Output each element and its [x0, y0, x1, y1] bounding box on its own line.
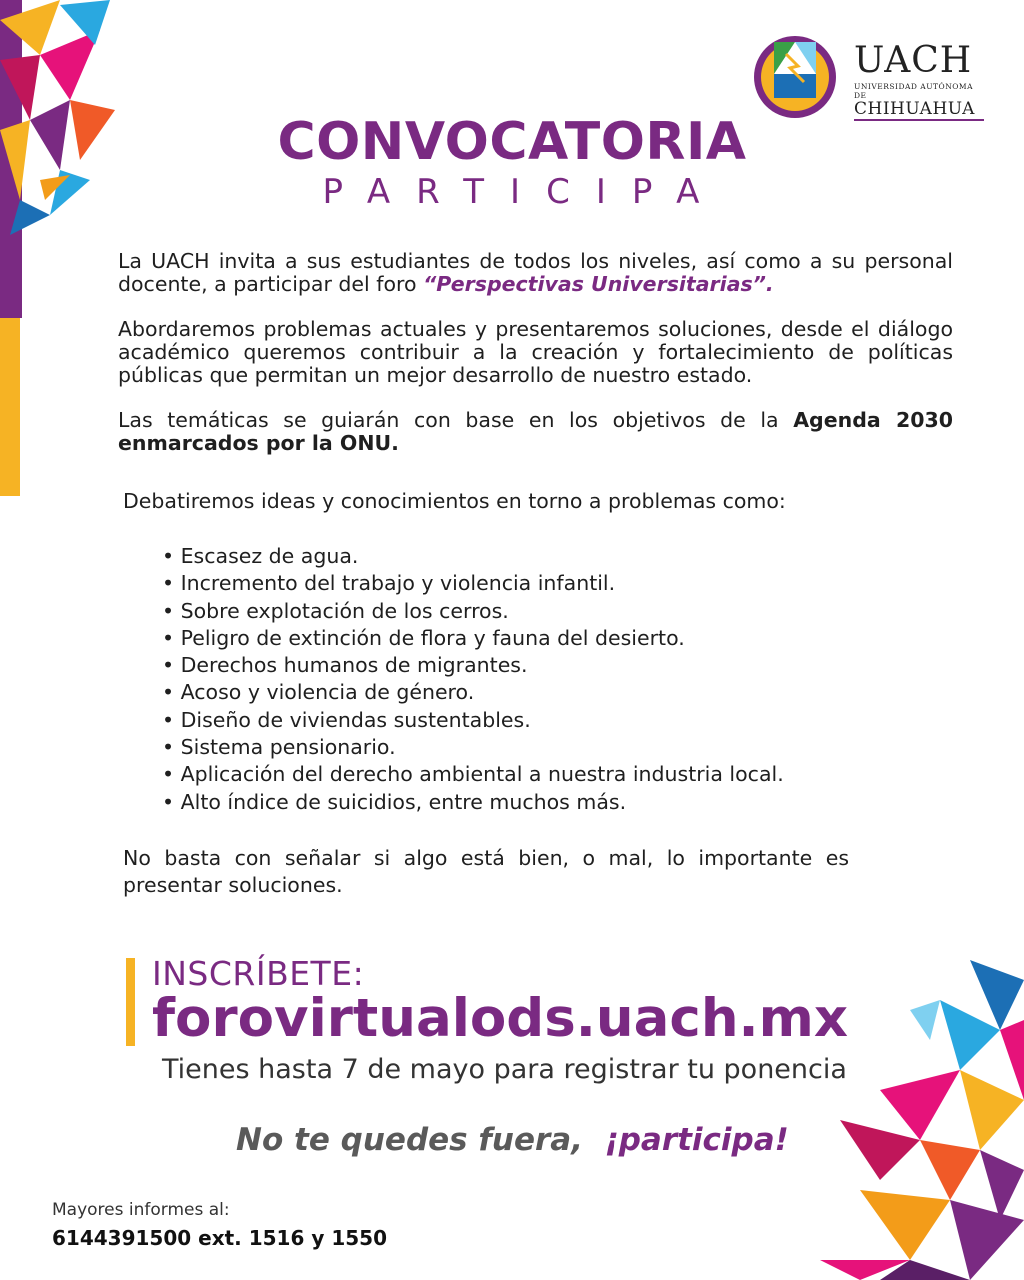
uach-logo: [752, 34, 984, 124]
registration-label: INSCRÍBETE:: [152, 954, 365, 993]
logo-city: CHIHUAHUA: [854, 100, 984, 121]
page-title: CONVOCATORIA: [277, 112, 747, 172]
call-to-action: [236, 1122, 789, 1158]
logo-subtitle: UNIVERSIDAD AUTÓNOMA DE: [854, 82, 974, 100]
registration-deadline: Tienes hasta 7 de mayo para registrar tu ponencia: [162, 1054, 847, 1085]
list-item: • Aplicación del derecho ambiental a nuestra industria local.: [162, 761, 784, 788]
right-yellow-bar: [0, 318, 20, 496]
list-item: • Alto índice de suicidios, entre muchos más.: [162, 789, 784, 816]
bottom-right-triangles-decoration: [820, 960, 1024, 1280]
registration-accent-bar: [126, 958, 135, 1046]
intro-text: La UACH invita a sus estudiantes de todos los niveles, así como a su personal docente, a participar del foro: [118, 249, 953, 296]
list-item: • Incremento del trabajo y violencia infantil.: [162, 570, 784, 597]
university-seal-icon: [752, 34, 838, 120]
agenda-text: Las temáticas se guiarán con base en los objetivos de la: [118, 408, 794, 432]
list-item: • Peligro de extinción de flora y fauna del desierto.: [162, 625, 784, 652]
page-subtitle: PARTICIPA: [322, 172, 726, 212]
debate-intro: Debatiremos ideas y conocimientos en torno a problemas como:: [123, 489, 786, 513]
list-item: • Diseño de viviendas sustentables.: [162, 707, 784, 734]
agenda-bold: Agenda 2030 enmarcados por la ONU.: [118, 408, 954, 455]
list-item: • Escasez de agua.: [162, 543, 784, 570]
list-item: • Sobre explotación de los cerros.: [162, 598, 784, 625]
contact-phone[interactable]: 6144391500 ext. 1516 y 1550: [52, 1226, 387, 1250]
topics-list: [162, 543, 784, 816]
paragraph-problems: Abordaremos problemas actuales y presentaremos soluciones, desde el diálogo académico queremos contribuir a la creación y fortalecimiento de políticas públicas que permitan un mejor desarrollo de nuestro estado.: [118, 317, 953, 387]
closing-paragraph: No basta con señalar si algo está bien, o mal, lo importante es presentar soluciones.: [123, 846, 849, 897]
intro-paragraph: [118, 250, 953, 296]
logo-name: UACH: [854, 40, 973, 81]
contact-label: Mayores informes al:: [52, 1200, 230, 1220]
list-item: • Derechos humanos de migrantes.: [162, 652, 784, 679]
list-item: • Sistema pensionario.: [162, 734, 784, 761]
forum-name: “Perspectivas Universitarias”.: [423, 272, 774, 296]
cta-highlight: ¡participa!: [604, 1122, 789, 1158]
registration-url-link[interactable]: forovirtualods.uach.mx: [152, 988, 849, 1049]
cta-text: No te quedes fuera,: [236, 1122, 583, 1158]
paragraph-agenda: [118, 409, 953, 455]
list-item: • Acoso y violencia de género.: [162, 679, 784, 706]
